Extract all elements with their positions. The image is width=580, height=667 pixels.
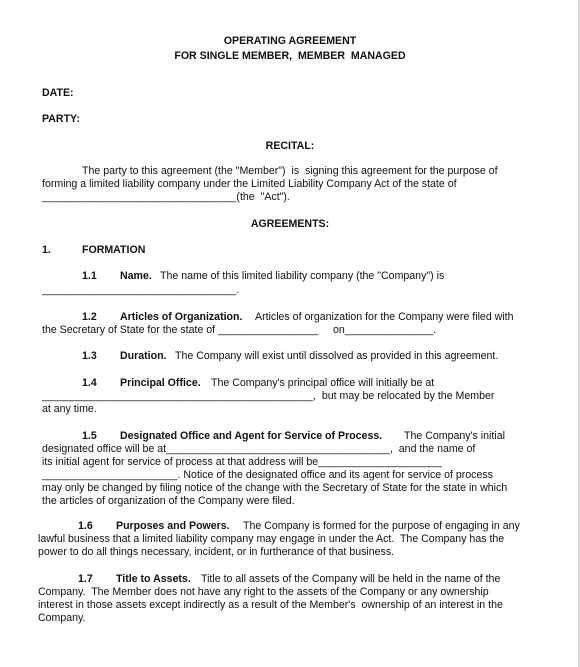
clause-text: may only be changed by filing notice of the change with the Secretary of State for the state in which xyxy=(42,482,508,494)
clause-text: Articles of organization for the Company were filed with xyxy=(255,311,514,323)
clause-title: Articles of Organization. xyxy=(120,311,243,323)
section-1-title: FORMATION xyxy=(82,244,146,256)
recital-line: _________________________________(the "Act"). xyxy=(42,191,290,203)
clause-text: Title to all assets of the Company will be held in the name of the xyxy=(201,573,501,585)
clause-text: The Company's principal office will initially be at xyxy=(211,377,435,389)
clause-text: _______________________. Notice of the designated office and its agent for service of process xyxy=(42,469,493,481)
clause-text: The Company's initial xyxy=(404,430,505,442)
recital-heading: RECITAL: xyxy=(265,140,315,152)
clause-title: Title to Assets. xyxy=(116,573,191,585)
clause-text: lawful business that a limited liability company may engage in under the Act. The Company has the xyxy=(38,533,505,545)
clause-number: 1.7 xyxy=(78,573,93,585)
clause-text: power to do all things necessary, incident, or in furtherance of that business. xyxy=(38,546,395,558)
clause-text: Company. xyxy=(38,612,86,624)
clause-text: its initial agent for service of process at that address will be_____________________ xyxy=(42,456,442,468)
clause-text: at any time. xyxy=(42,403,97,415)
clause-text: The name of this limited liability company (the "Company") is xyxy=(160,270,445,282)
party-label: PARTY: xyxy=(42,113,80,125)
clause-number: 1.2 xyxy=(82,311,97,323)
clause-text: Company. The Member does not have any right to the assets of the Company or any ownership xyxy=(38,586,489,598)
clause-number: 1.1 xyxy=(82,270,97,282)
clause-text: interest in those assets except indirectly as a result of the Member's ownership of an interest in the xyxy=(38,599,503,611)
clause-text: designated office will be at______________________________________, and the name of xyxy=(42,443,476,455)
clause-title: Purposes and Powers. xyxy=(116,520,230,532)
clause-text: the Secretary of State for the state of _________________ on_______________. xyxy=(42,324,437,336)
clause-number: 1.4 xyxy=(82,377,97,389)
clause-text: The Company will exist until dissolved as provided in this agreement. xyxy=(175,350,499,362)
date-label: DATE: xyxy=(42,87,74,99)
clause-text: ______________________________________________, but may be relocated by the Member xyxy=(42,390,495,402)
clause-text: the articles of organization of the Company were filed. xyxy=(42,495,295,507)
clause-number: 1.3 xyxy=(82,350,97,362)
clause-title: Principal Office. xyxy=(120,377,201,389)
document-subtitle: FOR SINGLE MEMBER, MEMBER MANAGED xyxy=(174,50,406,62)
section-1-number: 1. xyxy=(42,244,51,256)
agreements-heading: AGREEMENTS: xyxy=(250,218,330,230)
recital-line: forming a limited liability company under the Limited Liability Company Act of the state of xyxy=(42,178,457,190)
recital-line: The party to this agreement (the "Member") is signing this agreement for the purpose of xyxy=(82,165,498,177)
clause-text: The Company is formed for the purpose of engaging in any xyxy=(243,520,520,532)
clause-title: Designated Office and Agent for Service of Process. xyxy=(120,430,383,442)
clause-text: _________________________________. xyxy=(42,284,240,296)
clause-title: Name. xyxy=(120,270,152,282)
document-title: OPERATING AGREEMENT xyxy=(223,35,357,47)
clause-number: 1.6 xyxy=(78,520,93,532)
clause-title: Duration. xyxy=(120,350,167,362)
clause-number: 1.5 xyxy=(82,430,97,442)
